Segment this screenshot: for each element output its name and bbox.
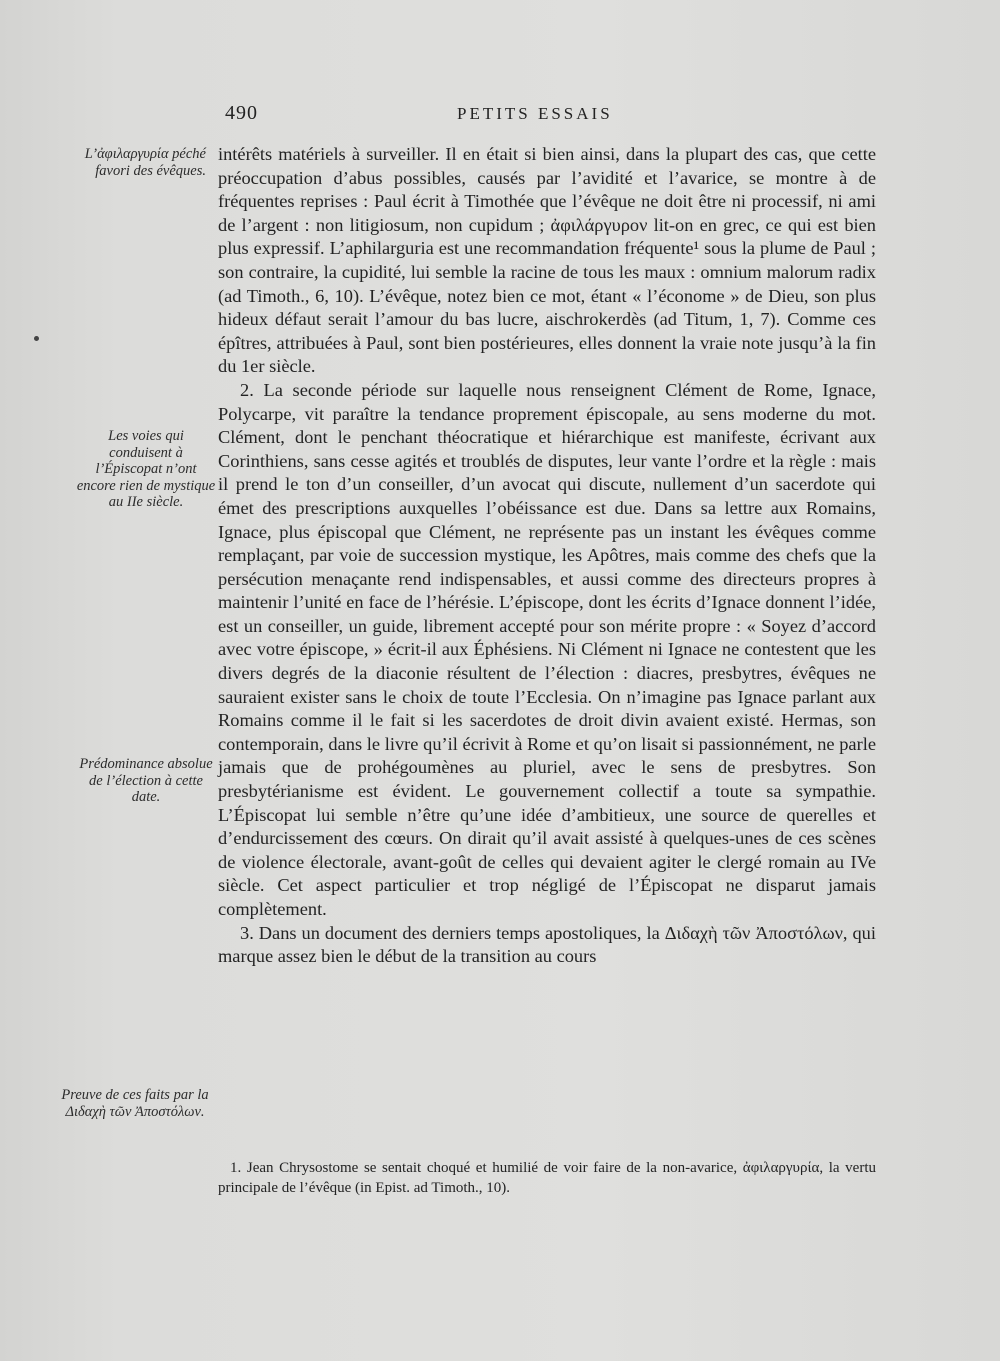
page-number: 490 <box>225 102 258 124</box>
margin-note-predominance-election: Prédominance absolue de l’élection à cette date. <box>79 756 213 805</box>
running-title: PETITS ESSAIS <box>457 104 613 123</box>
paragraph-seconde-periode: 2. La seconde période sur laquelle nous renseignent Clément de Rome, Ignace, Polycarpe, vit paraître la tendance proprement épiscopale, au sens moderne du mot. Clément, dont le penchant théocratique et hiérarchique est manifeste, écrivant aux Corinthiens, sans cesse agités et troublés de disputes, leur vante l’ordre et la règle : mais il prend le ton d’un conseiller, d’un avocat qui discute, nullement d’un sacerdote qui émet des prescriptions auxquelles l’obéissance est due. Dans sa lettre aux Romains, Ignace, plus épiscopal que Clément, ne représente pas un instant les évêques comme remplaçant, par voie de succession mystique, les Apôtres, mais comme des chefs que la persécution menaçante rend indispensables, et aussi comme des directeurs propres à maintenir l’unité en face de l’hérésie. L’épiscope, dont les écrits d’Ignace donnent l’idée, est un conseiller, un guide, librement accepté pour son mérite propre : « Soyez d’accord avec votre épiscope, » écrit-il aux Éphésiens. Ni Clément ni Ignace ne contestent que les divers degrés de la diaconie résultent de l’élection : diacres, presbytres, évêques ne sauraient exister sans le choix de toute l’Ecclesia. On n’imagine pas Ignace parlant aux Romains comme il le fait si les sacerdotes de droit divin avaient existé. Hermas, son contemporain, dans le livre qu’il écrivit à Rome et qu’on lisait si passionnément, ne parle jamais que de prohégoumènes au pluriel, avec le sens de presbytres. Son presbytérianisme est évident. Le gouvernement collectif a toute sa sympathie. L’Épiscopat lui semble n’être qu’une idée d’ambitieux, une source de querelles et d’endurcissement des cœurs. On dirait qu’il avait assisté à quelques-unes de ces scènes de violence électorale, avant-goût de celles qui devaient agiter le clergé romain au IVe siècle. Cet aspect particulier et trop négligé de l’Épiscopat ne disparut jamais complètement. <box>218 379 876 919</box>
ink-dot <box>34 336 39 341</box>
page-header <box>225 102 875 132</box>
footnote-1: 1. Jean Chrysostome se sentait choqué et humilié de voir faire de la non-avarice, ἀφιλαργυρία, la vertu principale de l’évêque (in Epist. ad Timoth., 10). <box>218 1160 876 1196</box>
paragraph-didache: 3. Dans un document des derniers temps apostoliques, la Διδαχὴ τῶν Ἀποστόλων, qui marque assez bien le début de la transition au cours <box>218 922 876 967</box>
margin-note-aphilarguria: L’ἀφιλαργυρία péché favori des évêques. <box>84 146 206 179</box>
paragraph-continuation: intérêts matériels à surveiller. Il en était si bien ainsi, dans la plupart des cas, que cette préoccupation d’abus possibles, causés par l’avidité et l’avarice, se montre à de fréquentes reprises : Paul écrit à Timothée que l’évêque ne doit être ni processif, ni ami de l’argent : non litigiosum, non cupidum ; ἀφιλάργυρον lit-on en grec, ce qui est bien plus expressif. L’aphilarguria est une recommandation fréquente¹ sous la plume de Paul ; son contraire, la cupidité, lui semble la racine de tous les maux : omnium malorum radix (ad Timoth., 6, 10). L’évêque, notez bien ce mot, étant « l’économe » de Dieu, son plus hideux défaut serait l’amour du bas lucre, aischrokerdès (ad Titum, 1, 7). Comme ces épîtres, attribuées à Paul, sont bien postérieures, elles donnent la vraie note jusqu’à la fin du 1er siècle. <box>218 144 876 377</box>
footnote <box>218 1158 876 1198</box>
margin-note-voies-episcopat: Les voies qui conduisent à l’Épiscopat n’ont encore rien de mystique au IIe siècle. <box>76 428 216 510</box>
main-text <box>218 143 876 969</box>
margin-note-preuve-didache: Preuve de ces faits par la Διδαχὴ τῶν Ἀποστόλων. <box>61 1087 209 1120</box>
